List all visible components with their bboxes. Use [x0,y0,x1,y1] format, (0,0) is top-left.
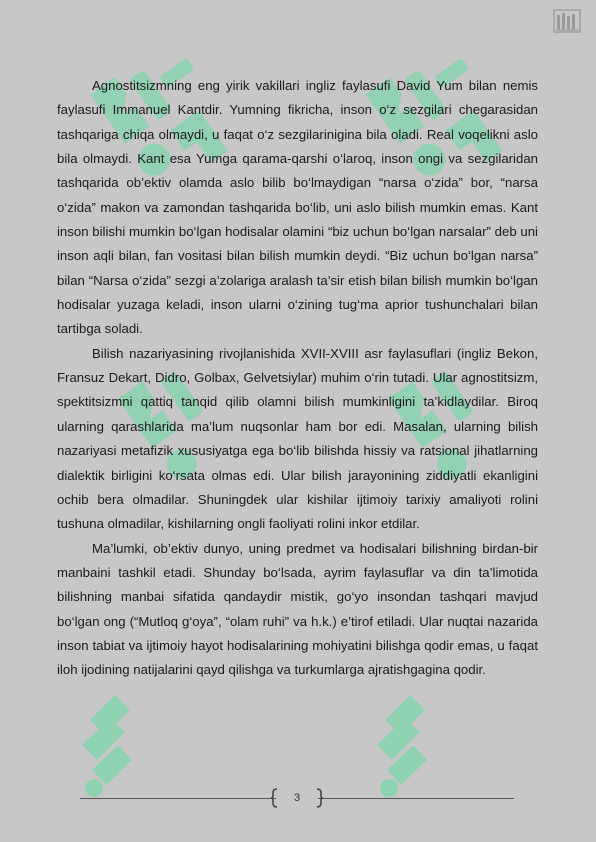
paragraph: Ma’lumki, ob’ektiv dunyo, uning predmet va hodisalari bilishning birdan-bir manbaini tashkil etadi. Shunday bo‘lsada, ayrim faylasuflar va din ta’limotida bilishning manbai sifatida qandaydir mistik, go‘yo insondan tashqari mavjud bo‘lgan ong (“Mutloq g‘oya”, “olam ruhi” va h.k.) e’tirof etiladi. Ular nuqtai nazarida inson tabiat va ijtimoiy hayot hodisalarining mohiyatini bilishga qodir emas, u faqat iloh ijodining natijalarini qayd qilishga va turkumlarga ajratishgagina qodir. [57,540,538,678]
page-number: 3 [293,792,301,804]
page-number-frame [268,787,326,809]
paragraph: Agnostitsizmning eng yirik vakillari ingliz faylasufi David Yum bilan nemis faylasufi Immanuel Kantdir. Yumning fikricha, inson o‘z sezgilari chegarasidan tashqariga chiqa olmaydi, u faqat o‘z sezgilarinigina bila oladi. Real voqelikni aslo bila olmaydi. Kant esa Yumga qarama-qarshi o‘laroq, inson ongi va sezgilaridan tashqarida ob’ektiv olamda aslo bilib bo‘lmaydigan “narsa o‘zida” bor, “narsa o‘zida” makon va zamondan tashqarida bo‘lib, uni aslo bilish mumkin emas. Kant inson bilishi mumkin bo‘lgan hodisalar olamini “biz uchun bo‘lgan narsalar” deb uni inson aqli bilan, fan vositasi bilan bilish mumkin deydi. “Biz uchun bo‘lgan narsa” bilan “Narsa o‘zida” sezgi a’zolariga aralash ta’sir etish bilan bilish mumkin bo‘lgan hodisalar yuzaga keladi, inson ularni o‘zining tug‘ma aprior tushunchalari bilan tartibga soladi. [57,78,538,337]
footer-rule-left [80,798,276,799]
watermark-logo-icon [70,690,170,800]
document-body [57,74,538,683]
watermark-logo-icon [365,690,465,800]
paragraph: Bilish nazariyasining rivojlanishida XVII-XVIII asr faylasuflari (ingliz Bekon, Fransuz Dekart, Didro, Golbax, Gelvetsiylar) muhim o‘rin tutadi. Ular agnostitsizm, spektitsizmni qattiq tanqid qilib olamni bilish mumkinligini ta’kidlaydilar. Biroq ularning qarashlarida ma’lum nuqsonlar ham bor edi. Masalan, ularning bilish nazariyasi metafizik xususiyatga ega bo‘lib bilishda hissiy va ratsional jihatlarning dialektik birligini ko‘rsata olmas edi. Ular bilish jarayonining ziddiyatli ekanligini ochib bera olmadilar. Shuningdek ular kishilar ijtimoiy tarixiy amaliyoti rolini tushuna olmadilar, kishilarning ongli faoliyati rolini inkor etdilar. [57,345,538,532]
bookshelf-logo-icon [553,9,581,33]
footer-rule-right [318,798,514,799]
